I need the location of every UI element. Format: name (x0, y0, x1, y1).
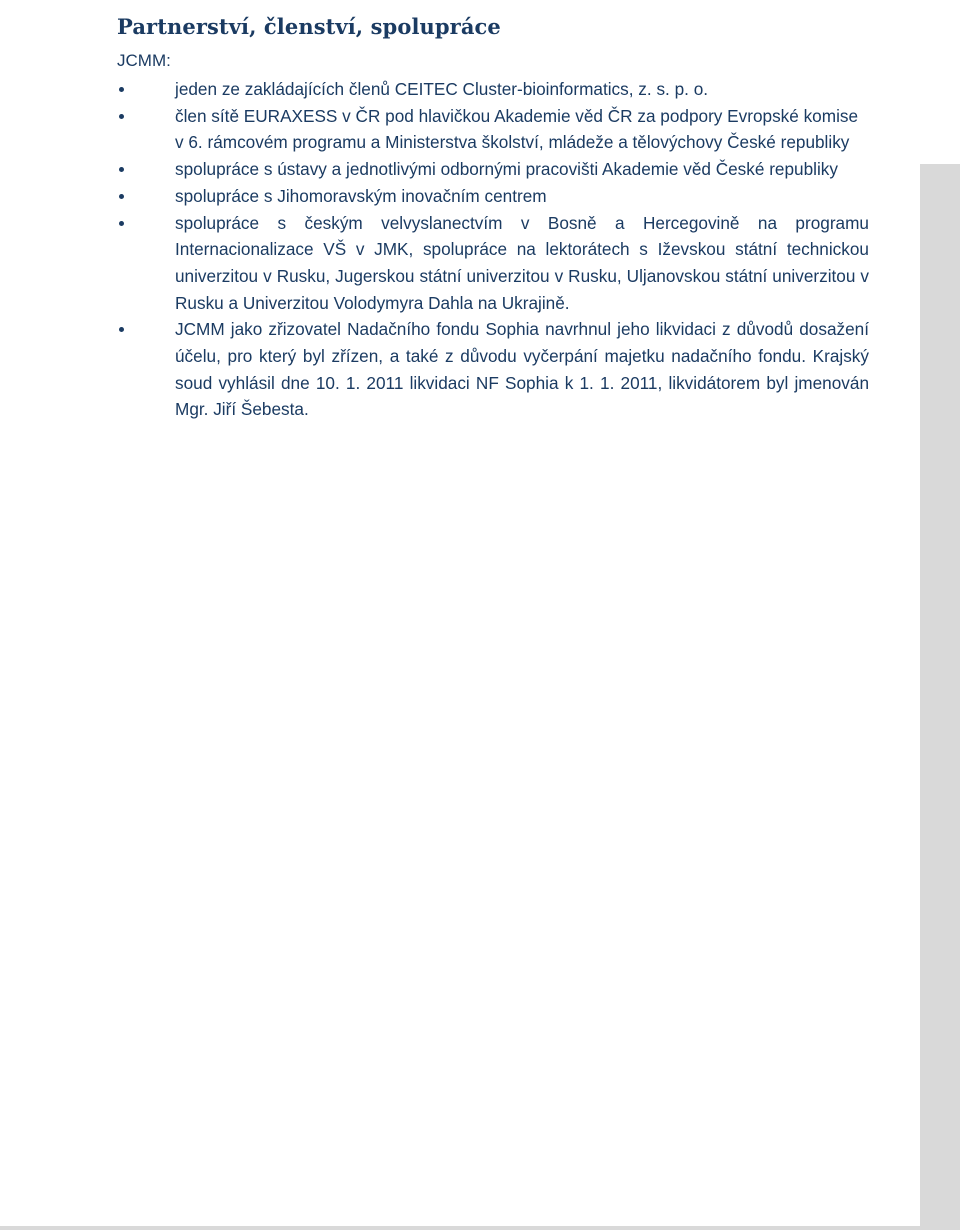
list-item (117, 210, 869, 317)
list-item (117, 103, 869, 156)
bullet-icon (119, 221, 124, 226)
organization-label: JCMM: (117, 51, 171, 70)
side-decor-band (920, 164, 960, 1230)
list-item (117, 76, 869, 103)
section-heading: Partnerství, členství, spolupráce (117, 14, 501, 40)
list-item-text: člen sítě EURAXESS v ČR pod hlavičkou Akademie věd ČR za podpory Evropské komise v 6. rámcovém programu a Ministerstva školství, mládeže a tělovýchovy České republiky (175, 105, 859, 153)
bullet-icon (119, 114, 124, 119)
list-item-text: jeden ze zakládajících členů CEITEC Cluster-bioinformatics, z. s. p. o. (175, 79, 709, 99)
list-item-text: spolupráce s Jihomoravským inovačním centrem (175, 185, 547, 206)
list-item (117, 183, 869, 210)
list-item (117, 156, 869, 183)
bullet-icon (119, 327, 124, 332)
bullet-icon (119, 194, 124, 199)
list-item-text: spolupráce s ústavy a jednotlivými odbornými pracovišti Akademie věd České republiky (175, 159, 838, 180)
bullet-icon (119, 87, 124, 92)
bottom-decor-band (0, 1226, 960, 1230)
partnership-list (117, 76, 869, 423)
bullet-icon (119, 167, 124, 172)
list-item-text: spolupráce s českým velvyslanectvím v Bosně a Hercegovině na programu Internacionalizace VŠ v JMK, spolupráce na lektorátech s Iževskou státní technickou univerzitou v Rusku, Jugerskou státní univerzitou v Rusku, Uljanovskou státní univerzitou v Rusku a Univerzitou Volodymyra Dahla na Ukrajině. (175, 212, 869, 313)
list-item-text: JCMM jako zřizovatel Nadačního fondu Sophia navrhnul jeho likvidaci z důvodů dosažení účelu, pro který byl zřízen, a také z důvodu vyčerpání majetku nadačního fondu. Krajský soud vyhlásil dne 10. 1. 2011 likvidaci NF Sophia k 1. 1. 2011, likvidátorem byl jmenován Mgr. Jiří Šebesta. (175, 319, 869, 420)
list-item (117, 316, 869, 423)
